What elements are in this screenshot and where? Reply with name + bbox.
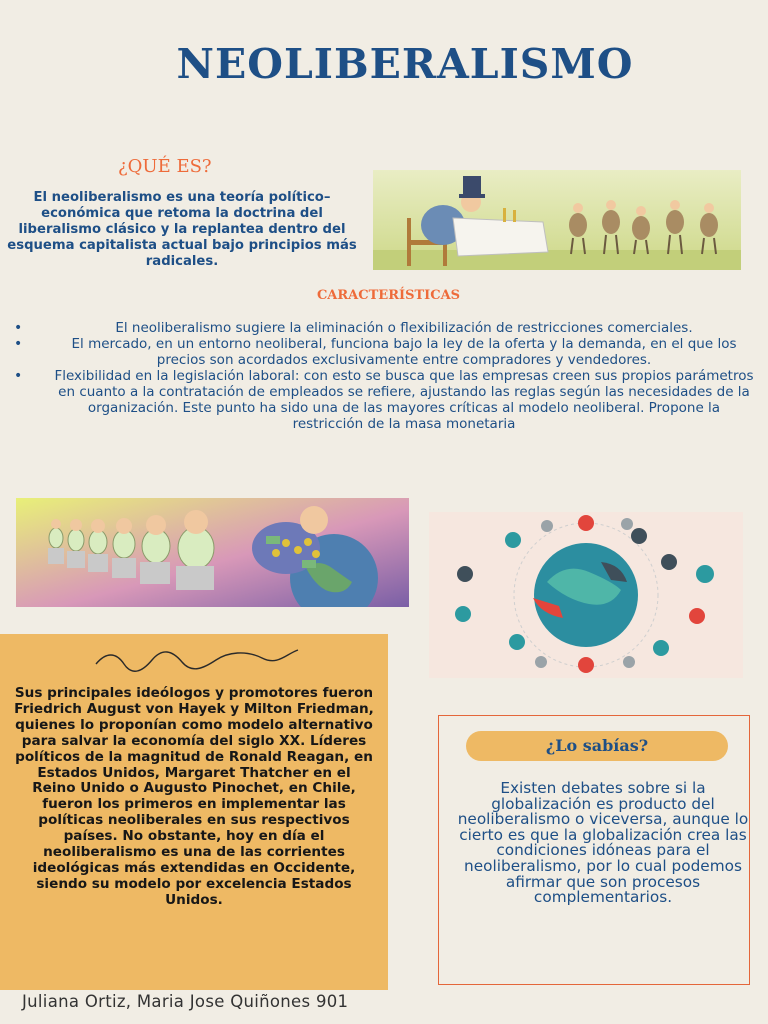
capitalist-dining-illustration <box>373 170 741 270</box>
caracteristicas-heading: CARACTERÍSTICAS <box>316 288 461 303</box>
authors-credit: Juliana Ortiz, Maria Jose Quiñones 901 <box>22 992 349 1011</box>
ideologos-text: Sus principales ideólogos y promotores fueron Friedrich August von Hayek y Milton Friedman, quienes lo proponían como modelo alternativo para salvar la economía del siglo XX. Líderes políticos de la magnitud de Ronald Reagan, en Estados Unidos, Margaret Thatcher en el Reino Unido o Augusto Pinochet, en Chile, fueron los primeros en implementar las políticas neoliberales en sus respectivos países. No obstante, hoy en día el neoliberalismo es una de las corrientes ideológicas más extendidas en Occidente, siendo su modelo por excelencia Estados Unidos. <box>14 685 374 908</box>
que-es-text: El neoliberalismo es una teoría político–económica que retoma la doctrina del liberalismo clásico y la replantea dentro del esquema capitalista actual bajo principios más radicales. <box>7 190 357 269</box>
page-title: NEOLIBERALISMO <box>176 40 634 88</box>
sabias-text: Existen debates sobre si la globalización es producto del neoliberalismo o viceversa, aunque lo cierto es que la globalización crea las condiciones idóneas para el neoliberalismo, por lo cual podemos afirmar que son procesos complementarios. <box>457 779 749 907</box>
list-item: • El mercado, en un entorno neoliberal, funciona bajo la ley de la oferta y la demanda, en el que los precios son acordados exclusivamente entre compradores y vendedores. <box>14 336 754 368</box>
caracteristicas-list <box>14 320 754 432</box>
workers-money-illustration <box>16 498 409 607</box>
sabias-heading: ¿Lo sabías? <box>466 731 728 761</box>
que-es-heading: ¿QUÉ ES? <box>118 156 212 177</box>
list-item: • El neoliberalismo sugiere la eliminación o flexibilización de restricciones comerciales. <box>14 320 754 336</box>
list-item: • Flexibilidad en la legislación laboral: con esto se busca que las empresas creen sus propios parámetros en cuanto a la contratación de empleados se refiere, ajustando las reglas según las necesidades de la organización. Este punto ha sido una de las mayores críticas al modelo neoliberal. Propone la restricción de la masa monetaria <box>14 368 754 432</box>
globalization-illustration <box>429 512 743 678</box>
squiggle-decoration <box>92 648 302 672</box>
